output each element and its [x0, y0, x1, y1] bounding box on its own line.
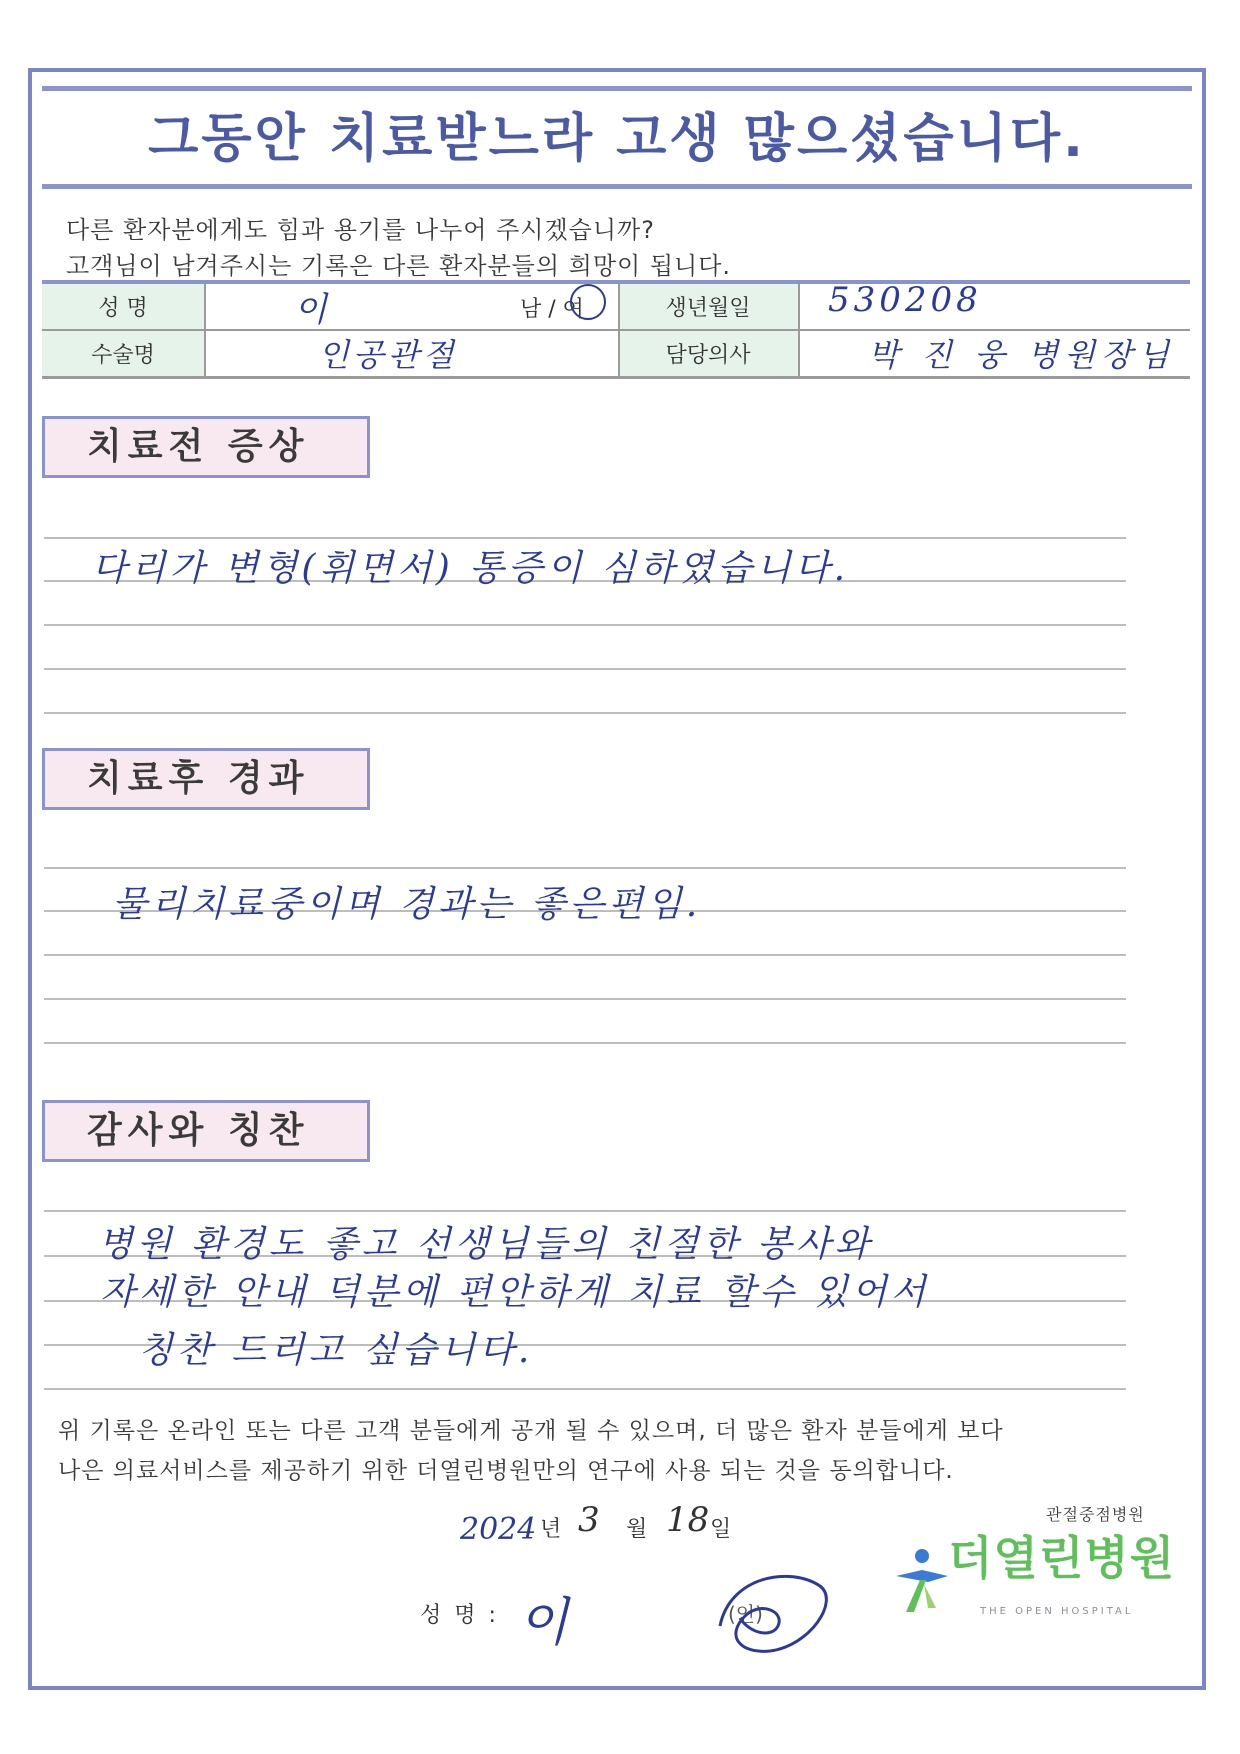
- date-month: 3: [578, 1500, 600, 1540]
- signature-name: 이: [518, 1593, 569, 1653]
- seal-mark: (인): [728, 1602, 763, 1626]
- title-band-bottom: [42, 184, 1192, 189]
- signature-label: 성 명 :: [420, 1603, 499, 1628]
- date-year-suffix: 년: [540, 1517, 562, 1542]
- thanks-line-2: 자세한 안내 덕분에 편안하게 치료 할수 있어서: [100, 1272, 930, 1313]
- after-line-1: 물리치료중이며 경과는 좋은편임.: [112, 884, 702, 925]
- consent-line-1: 위 기록은 온라인 또는 다른 고객 분들에게 공개 될 수 있으며, 더 많은 환자 분들에게 보다: [58, 1418, 1004, 1444]
- hospital-logo-icon: [892, 1546, 952, 1616]
- date-day: 18: [666, 1500, 710, 1540]
- logo-english: THE OPEN HOSPITAL: [980, 1606, 1134, 1617]
- surgery-label: 수술명: [42, 331, 204, 376]
- date-month-suffix: 월: [626, 1517, 648, 1542]
- name-value: 이: [294, 290, 327, 330]
- name-label: 성 명: [42, 284, 204, 329]
- birth-label: 생년월일: [618, 284, 798, 329]
- date-year: 2024: [460, 1512, 537, 1547]
- gender-selector: 남 / 여: [520, 297, 584, 322]
- surgery-value: 인공관절: [318, 336, 458, 374]
- section-before-title: 치료전 증상: [42, 416, 370, 478]
- date-day-suffix: 일: [710, 1517, 732, 1542]
- logo-name: 더열린병원: [948, 1531, 1176, 1585]
- consent-line-2: 나은 의료서비스를 제공하기 위한 더열린병원만의 연구에 사용 되는 것을 동의합니다.: [58, 1458, 954, 1484]
- birth-value: 530208: [828, 280, 982, 320]
- intro-line-2: 고객님이 남겨주시는 기록은 다른 환자분들의 희망이 됩니다.: [66, 252, 732, 280]
- logo-tagline: 관절중점병원: [1046, 1505, 1145, 1524]
- thanks-line-3: 칭찬 드리고 싶습니다.: [138, 1330, 534, 1371]
- doctor-value: 박 진 웅 병원장님: [868, 336, 1175, 374]
- before-line-1: 다리가 변형(휘면서) 통증이 심하였습니다.: [92, 548, 850, 589]
- intro-line-1: 다른 환자분에게도 힘과 용기를 나누어 주시겠습니까?: [66, 216, 655, 244]
- doctor-label: 담당의사: [618, 331, 798, 376]
- gender-female-circle: [570, 284, 606, 320]
- page-title: 그동안 치료받느라 고생 많으셨습니다.: [148, 109, 1086, 169]
- thanks-line-1: 병원 환경도 좋고 선생님들의 친절한 봉사와: [98, 1224, 874, 1265]
- section-after-title: 치료후 경과: [42, 748, 370, 810]
- handwritten-signature-icon: [700, 1556, 840, 1666]
- title-band-top: [42, 86, 1192, 91]
- info-table: [42, 280, 1190, 378]
- section-thanks-title: 감사와 칭찬: [42, 1100, 370, 1162]
